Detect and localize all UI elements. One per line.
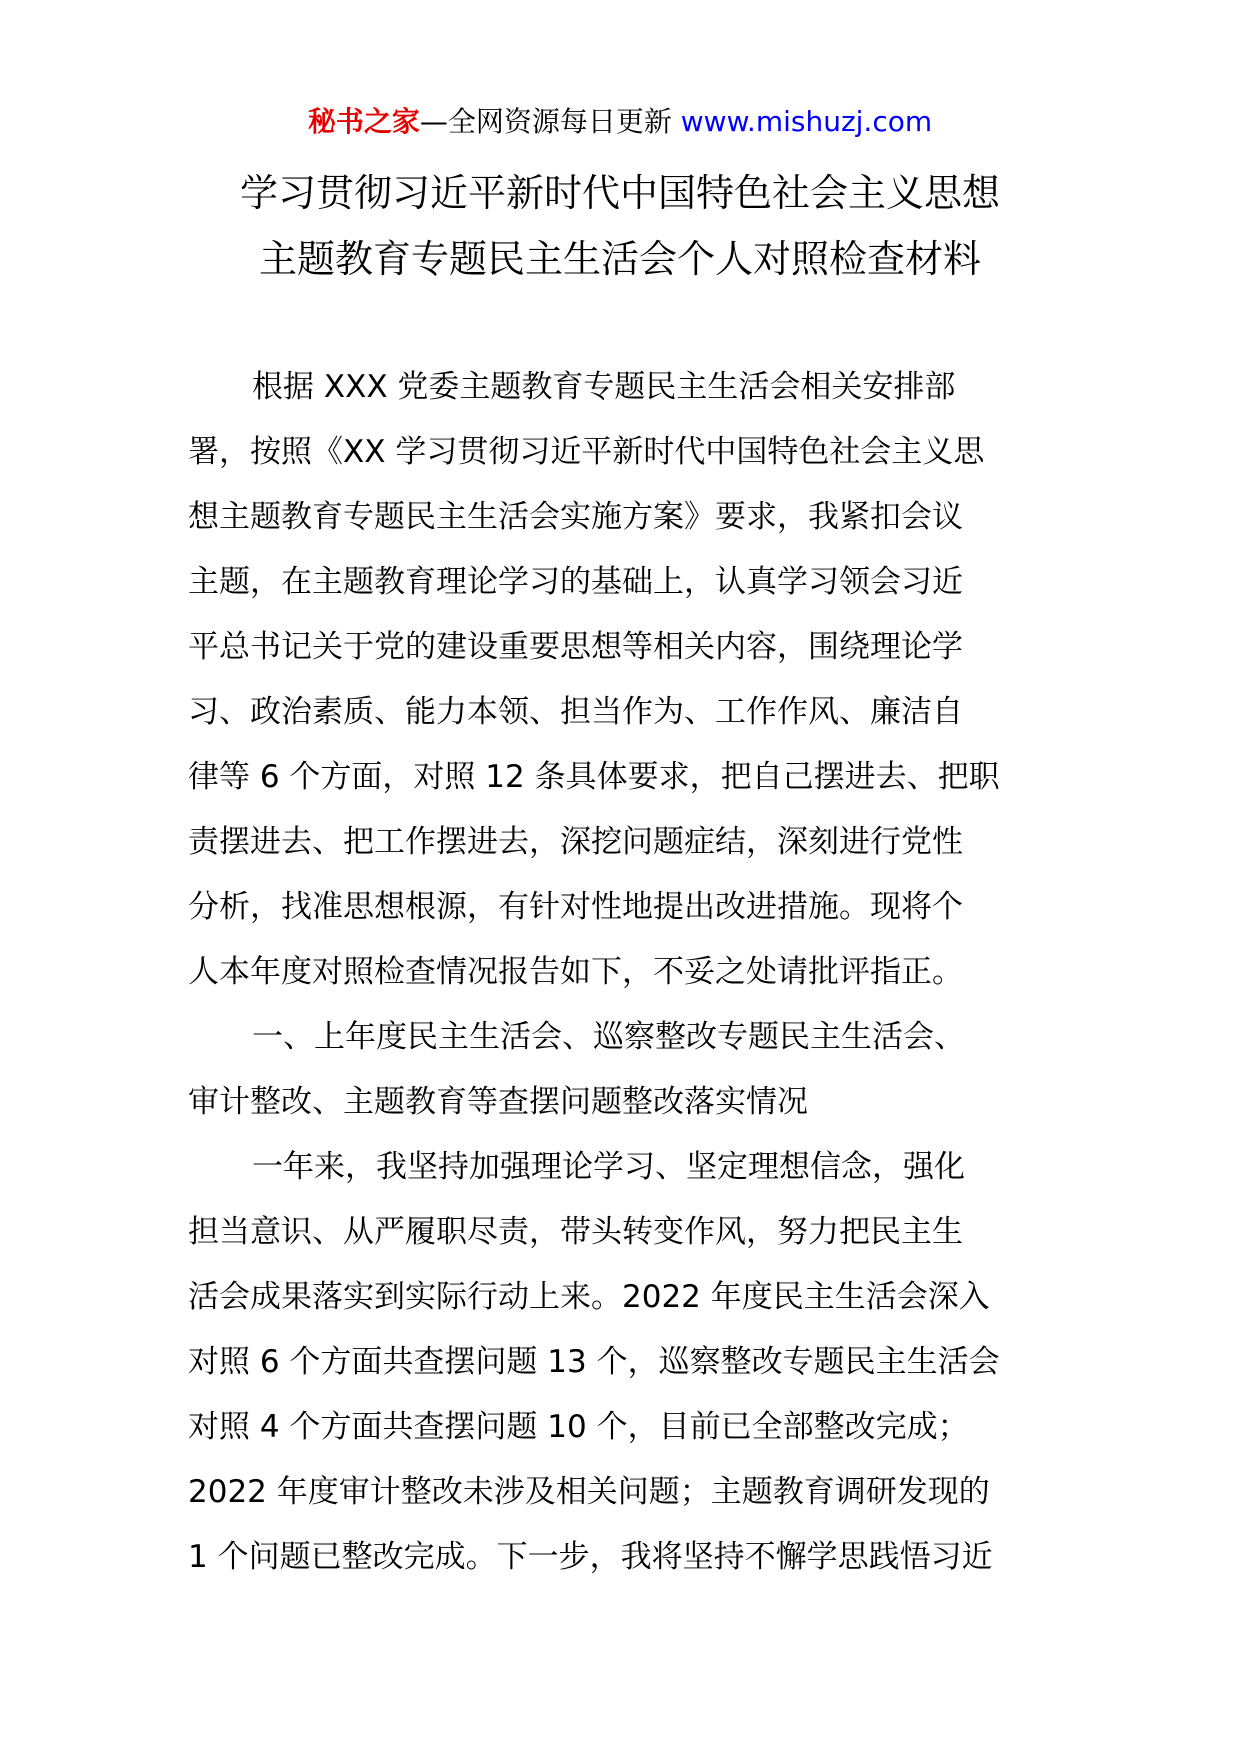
site-header <box>0 100 1240 144</box>
body-line: 活会成果落实到实际行动上来。2022 年度民主生活会深入 <box>188 1279 990 1315</box>
section-heading-line: 一、上年度民主生活会、巡察整改专题民主生活会、 <box>252 1019 965 1055</box>
body-line: 对照 4 个方面共查摆问题 10 个，目前已全部整改完成； <box>188 1409 969 1445</box>
header-tagline: —全网资源每日更新 <box>419 105 681 138</box>
body-line: 对照 6 个方面共查摆问题 13 个，巡察整改专题民主生活会 <box>188 1344 1000 1380</box>
body-line: 分析，找准思想根源，有针对性地提出改进措施。现将个 <box>188 889 963 925</box>
brand-name: 秘书之家 <box>307 105 420 138</box>
body-line: 署，按照《XX 学习贯彻习近平新时代中国特色社会主义思 <box>188 434 985 470</box>
body-line: 人本年度对照检查情况报告如下，不妥之处请批评指正。 <box>188 954 963 990</box>
body-line: 1 个问题已整改完成。下一步，我将坚持不懈学思践悟习近 <box>188 1539 993 1575</box>
site-url-link[interactable]: www.mishuzj.com <box>680 105 933 138</box>
body-line: 主题，在主题教育理论学习的基础上，认真学习领会习近 <box>188 564 963 600</box>
body-line: 责摆进去、把工作摆进去，深挖问题症结，深刻进行党性 <box>188 824 963 860</box>
body-line: 平总书记关于党的建设重要思想等相关内容，围绕理论学 <box>188 629 963 665</box>
document-body <box>188 355 1058 1590</box>
body-line: 习、政治素质、能力本领、担当作为、工作作风、廉洁自 <box>188 694 963 730</box>
body-line: 2022 年度审计整改未涉及相关问题；主题教育调研发现的 <box>188 1474 990 1510</box>
body-line: 担当意识、从严履职尽责，带头转变作风，努力把民主生 <box>188 1214 963 1250</box>
title-line-1: 学习贯彻习近平新时代中国特色社会主义思想 <box>239 171 1000 215</box>
body-line: 律等 6 个方面，对照 12 条具体要求，把自己摆进去、把职 <box>188 759 1000 795</box>
body-line: 一年来，我坚持加强理论学习、坚定理想信念，强化 <box>252 1149 965 1185</box>
body-line: 想主题教育专题民主生活会实施方案》要求，我紧扣会议 <box>188 499 963 535</box>
title-line-2: 主题教育专题民主生活会个人对照检查材料 <box>258 237 981 281</box>
document-title <box>0 160 1240 292</box>
body-line: 根据 XXX 党委主题教育专题民主生活会相关安排部 <box>252 369 956 405</box>
section-heading-line: 审计整改、主题教育等查摆问题整改落实情况 <box>188 1084 808 1120</box>
